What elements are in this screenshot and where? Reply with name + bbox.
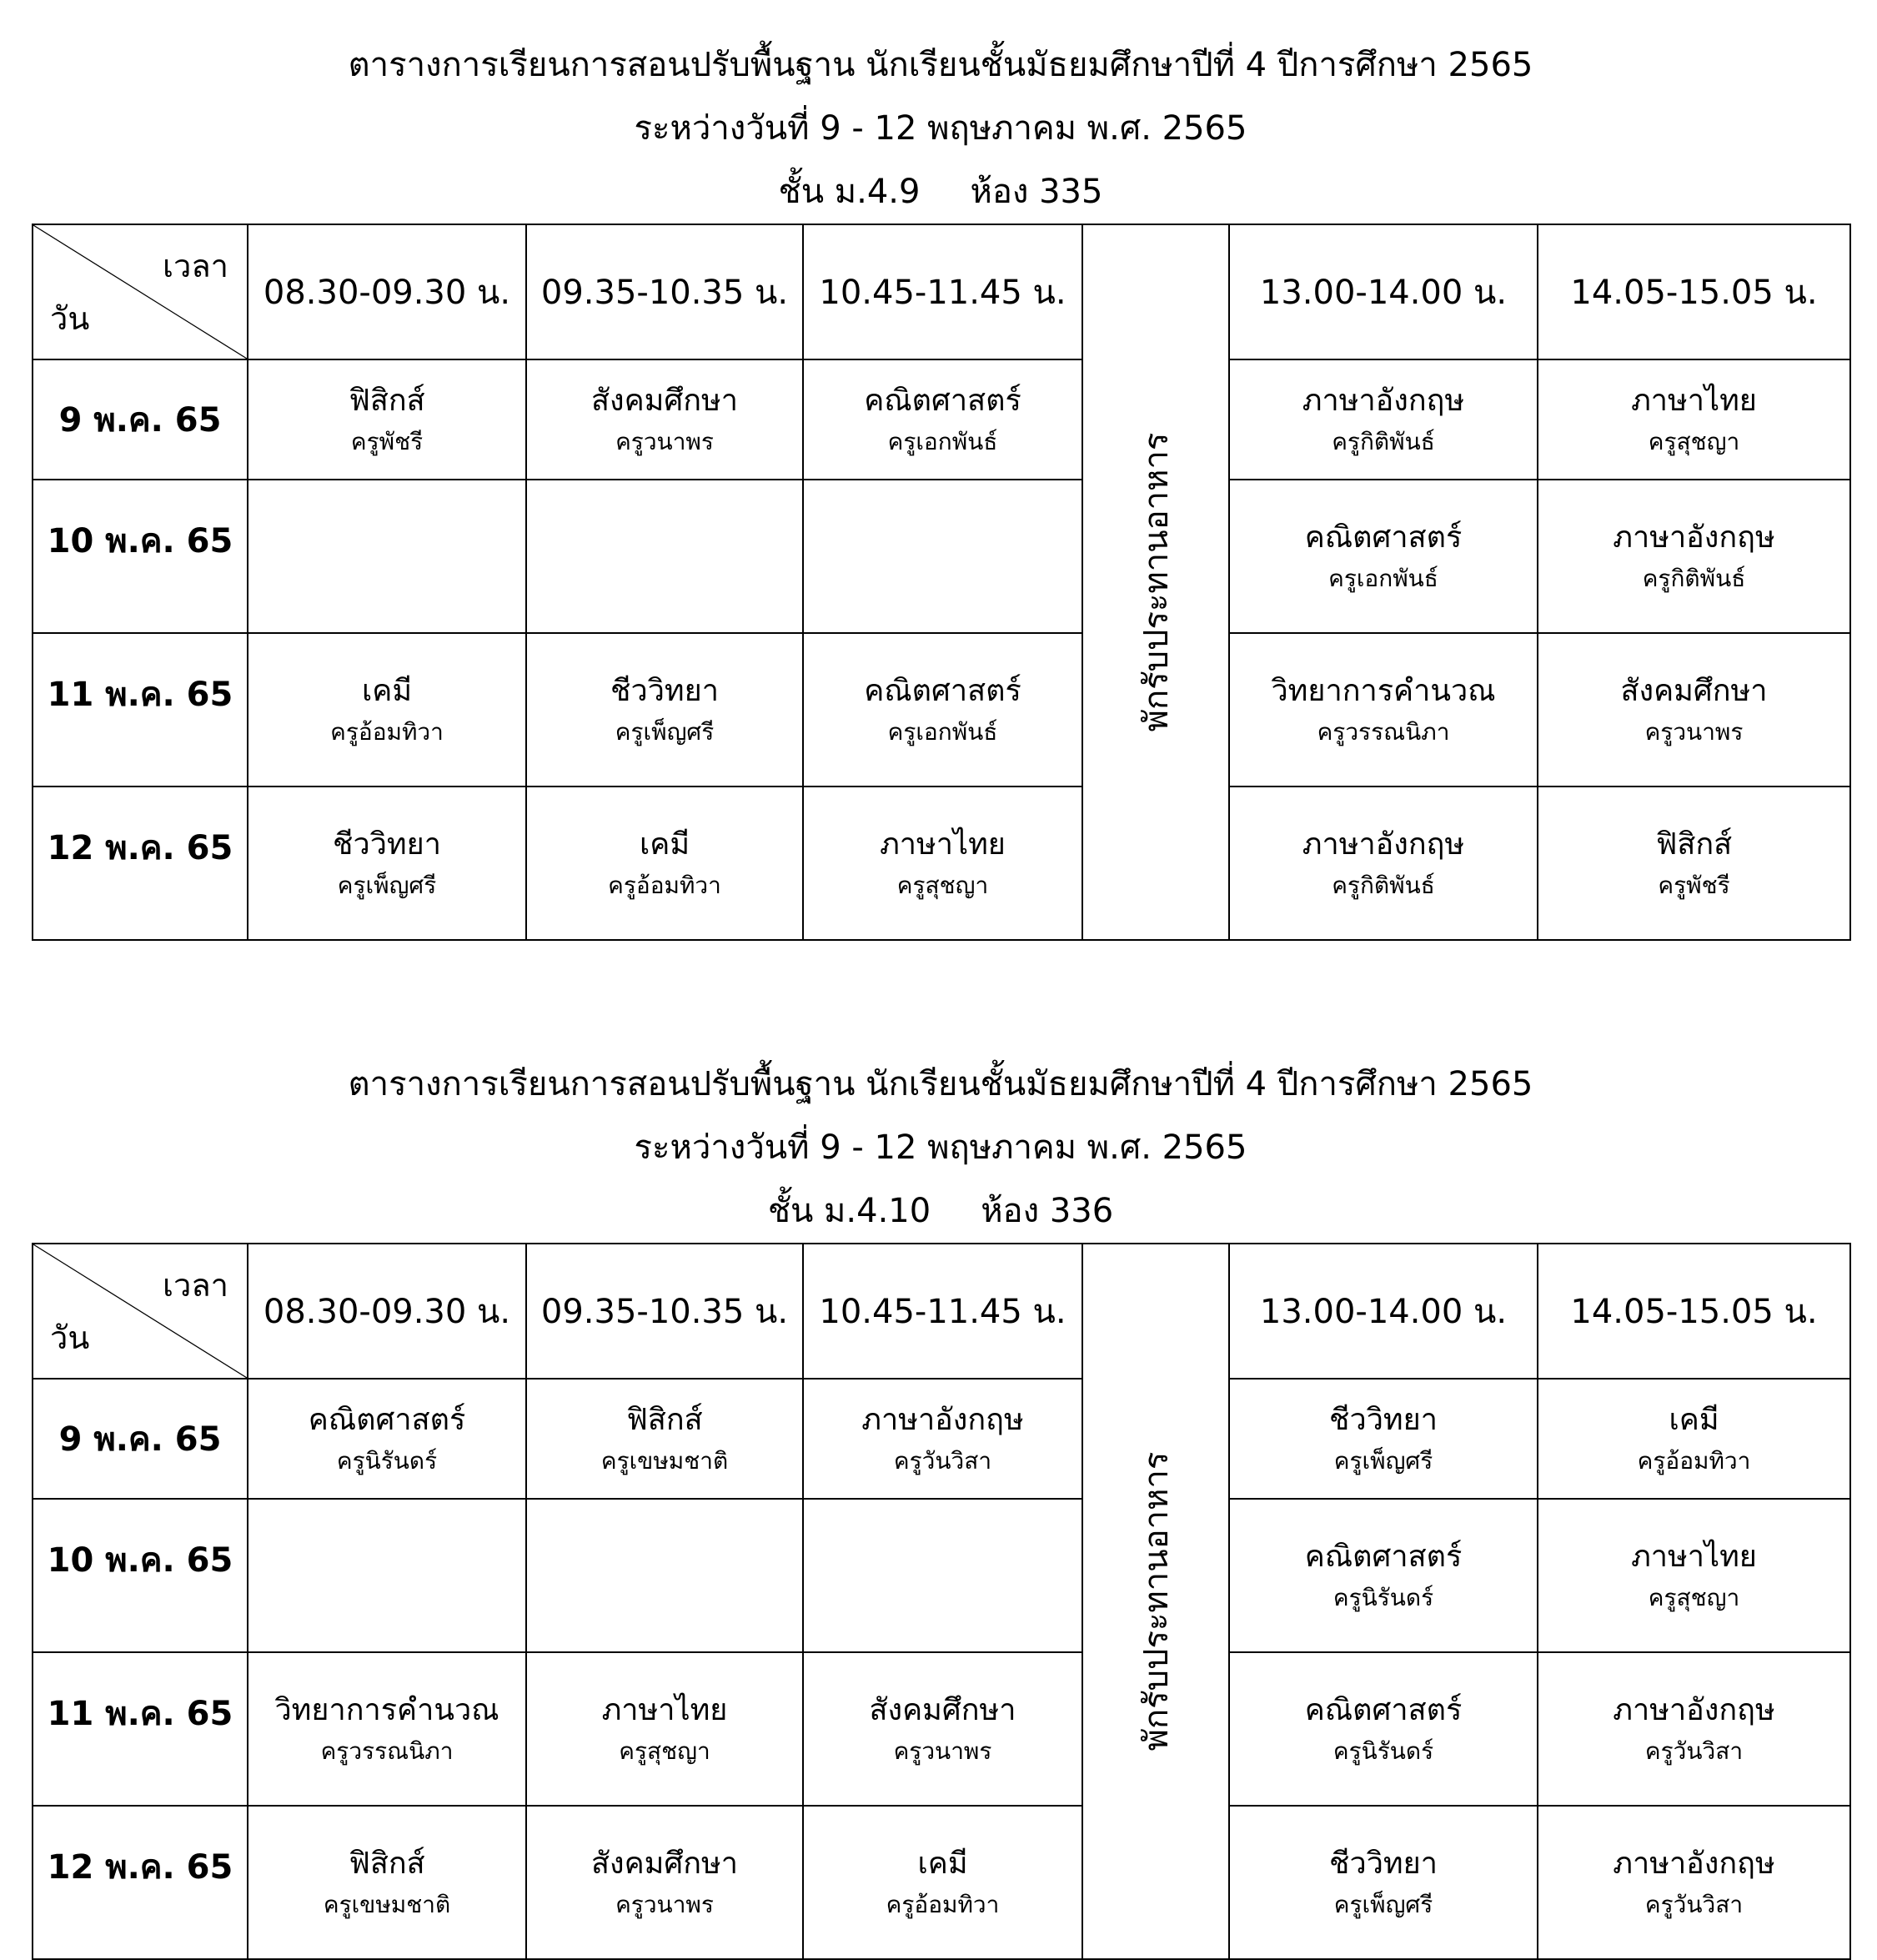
class-cell: [248, 787, 526, 940]
teacher: ครูเอกพันธ์: [887, 718, 998, 746]
class-cell: [1538, 787, 1850, 940]
class-cell: [803, 633, 1082, 787]
period-header: 08.30-09.30 น.: [248, 1244, 526, 1379]
teacher: ครูกิติพันธ์: [1332, 872, 1435, 899]
class-cell: [1538, 1379, 1850, 1499]
class-cell: [803, 1379, 1082, 1499]
day-row: [33, 359, 1850, 480]
day-label: วัน: [50, 1319, 90, 1356]
day-row: [33, 787, 1850, 940]
teacher: ครูสุชญา: [619, 1737, 710, 1765]
subject: ภาษาอังกฤษ: [1613, 520, 1775, 555]
class-cell: [526, 1499, 803, 1652]
subject: คณิตศาสตร์: [864, 384, 1021, 418]
subject: ภาษาอังกฤษ: [1613, 1847, 1775, 1881]
teacher: ครูวรรณนิภา: [1317, 718, 1450, 746]
subject: คณิตศาสตร์: [1304, 1540, 1463, 1574]
subject: สังคมศึกษา: [591, 384, 738, 418]
teacher: ครูนิรันดร์: [336, 1447, 438, 1475]
day-cell: 12 พ.ค. 65: [33, 1806, 248, 1959]
day-cell: 11 พ.ค. 65: [33, 633, 248, 787]
period-header: 08.30-09.30 น.: [248, 224, 526, 359]
teacher: ครูพัชรี: [350, 428, 424, 455]
lunch-column: [1082, 224, 1229, 940]
subject: ฟิสิกส์: [349, 1847, 425, 1881]
class-cell: [1538, 480, 1850, 633]
class-cell: [248, 1499, 526, 1652]
timetable: [32, 224, 1851, 941]
teacher: ครูนิรันดร์: [1332, 1737, 1434, 1765]
teacher: ครูวนาพร: [615, 428, 714, 455]
teacher: ครูวนาพร: [615, 1891, 714, 1918]
class-cell: [1538, 633, 1850, 787]
teacher: ครูสุชญา: [1648, 1584, 1740, 1611]
timetable: [32, 1243, 1851, 1960]
lunch-column: [1082, 1244, 1229, 1959]
class-cell: [526, 359, 803, 480]
class-cell: [803, 1806, 1082, 1959]
class-cell: [1229, 633, 1538, 787]
teacher: ครูสุชญา: [1648, 428, 1740, 455]
teacher: ครูกิติพันธ์: [1642, 565, 1746, 592]
subject: ภาษาอังกฤษ: [1302, 827, 1465, 862]
schedule-m4-10: [32, 1053, 1849, 1960]
teacher: ครูวรรณนิภา: [320, 1737, 454, 1765]
title-line-2: ระหว่างวันที่ 9 - 12 พฤษภาคม พ.ศ. 2565: [634, 1128, 1247, 1167]
class-cell: [1229, 359, 1538, 480]
subject: ฟิสิกส์: [1655, 827, 1733, 862]
teacher: ครูพัชรี: [1658, 872, 1730, 899]
teacher: ครูเพ็ญศรี: [1333, 1891, 1433, 1918]
title-line-1: ตารางการเรียนการสอนปรับพื้นฐาน นักเรียนชั้นมัธยมศึกษาปีที่ 4 ปีการศึกษา 2565: [348, 46, 1533, 84]
class-cell: [803, 359, 1082, 480]
day-row: [33, 633, 1850, 787]
schedule-m4-9: [32, 33, 1849, 941]
period-header: 13.00-14.00 น.: [1229, 1244, 1538, 1379]
class-cell: [248, 633, 526, 787]
title-line-1: ตารางการเรียนการสอนปรับพื้นฐาน นักเรียนชั้นมัธยมศึกษาปีที่ 4 ปีการศึกษา 2565: [348, 1065, 1533, 1103]
teacher: ครูอ้อมทิวา: [1637, 1447, 1751, 1475]
day-row: [33, 1499, 1850, 1652]
day-cell: 9 พ.ค. 65: [33, 1379, 248, 1499]
corner-cell: [33, 1244, 248, 1379]
subject: สังคมศึกษา: [591, 1847, 738, 1881]
class-cell: [1229, 480, 1538, 633]
teacher: ครูอ้อมทิวา: [608, 872, 721, 899]
teacher: ครูเอกพันธ์: [1328, 565, 1438, 592]
subject: ชีววิทยา: [1329, 1847, 1438, 1881]
teacher: ครูกิติพันธ์: [1332, 428, 1435, 455]
day-cell: 12 พ.ค. 65: [33, 787, 248, 940]
class-cell: [526, 1379, 803, 1499]
class-cell: [526, 633, 803, 787]
header-row: [33, 1244, 1850, 1379]
day-cell: 11 พ.ค. 65: [33, 1652, 248, 1806]
teacher: ครูวันวิสา: [1644, 1737, 1744, 1765]
class-cell: [1538, 359, 1850, 480]
time-label: เวลา: [163, 1267, 228, 1304]
subject: ภาษาไทย: [1631, 1540, 1757, 1574]
period-header: 14.05-15.05 น.: [1538, 224, 1850, 359]
subject: วิทยาการคำนวณ: [274, 1693, 499, 1727]
subject: ภาษาอังกฤษ: [1613, 1693, 1775, 1727]
class-label: ชั้น ม.4.9: [778, 173, 921, 211]
teacher: ครูวนาพร: [893, 1737, 992, 1765]
class-cell: [1229, 1806, 1538, 1959]
teacher: ครูวนาพร: [1644, 718, 1744, 746]
subject: เคมี: [361, 674, 413, 708]
day-cell: 10 พ.ค. 65: [33, 1499, 248, 1652]
subject: สังคมศึกษา: [1620, 674, 1768, 708]
time-label: เวลา: [163, 248, 228, 284]
day-row: [33, 1379, 1850, 1499]
day-cell: 10 พ.ค. 65: [33, 480, 248, 633]
class-room-line: [32, 1179, 1849, 1243]
subject: ภาษาอังกฤษ: [861, 1403, 1024, 1437]
class-cell: [1538, 1806, 1850, 1959]
teacher: ครูเอกพันธ์: [887, 428, 998, 455]
day-row: [33, 1806, 1850, 1959]
subject: ฟิสิกส์: [349, 384, 425, 418]
class-cell: [1538, 1499, 1850, 1652]
subject: คณิตศาสตร์: [1304, 520, 1463, 555]
subject: ชีววิทยา: [610, 674, 719, 708]
room-label: ห้อง 336: [981, 1192, 1114, 1230]
period-header: 13.00-14.00 น.: [1229, 224, 1538, 359]
teacher: ครูเพ็ญศรี: [1333, 1447, 1433, 1475]
teacher: ครูเขษมชาติ: [323, 1891, 451, 1918]
class-cell: [248, 359, 526, 480]
class-cell: [1229, 1499, 1538, 1652]
class-cell: [526, 787, 803, 940]
teacher: ครูเพ็ญศรี: [615, 718, 715, 746]
teacher: ครูสุชญา: [896, 872, 989, 899]
subject: ภาษาไทย: [1631, 384, 1757, 418]
subject: เคมี: [1669, 1403, 1719, 1437]
day-cell: 9 พ.ค. 65: [33, 359, 248, 480]
header-row: [33, 224, 1850, 359]
subject: วิทยาการคำนวณ: [1271, 674, 1496, 708]
class-cell: [1229, 1379, 1538, 1499]
day-row: [33, 480, 1850, 633]
room-label: ห้อง 335: [970, 173, 1103, 211]
subject: สังคมศึกษา: [869, 1693, 1016, 1727]
class-cell: [1229, 1652, 1538, 1806]
subject: ฟิสิกส์: [626, 1403, 703, 1437]
class-cell: [803, 1652, 1082, 1806]
subject: ชีววิทยา: [1329, 1403, 1438, 1437]
period-header: 09.35-10.35 น.: [526, 224, 803, 359]
class-room-line: [32, 160, 1849, 224]
class-cell: [803, 1499, 1082, 1652]
lunch-label: พักรับประทานอาหาร: [1137, 432, 1176, 732]
period-header: 09.35-10.35 น.: [526, 1244, 803, 1379]
period-header: 10.45-11.45 น.: [803, 1244, 1082, 1379]
class-cell: [526, 480, 803, 633]
period-header: 14.05-15.05 น.: [1538, 1244, 1850, 1379]
class-cell: [248, 1379, 526, 1499]
teacher: ครูอ้อมทิวา: [886, 1891, 1000, 1918]
subject: ภาษาไทย: [601, 1693, 728, 1727]
teacher: ครูวันวิสา: [893, 1447, 992, 1475]
subject: คณิตศาสตร์: [1304, 1693, 1463, 1727]
class-cell: [248, 480, 526, 633]
class-cell: [803, 480, 1082, 633]
lunch-label: พักรับประทานอาหาร: [1137, 1451, 1176, 1751]
class-cell: [248, 1652, 526, 1806]
teacher: ครูวันวิสา: [1644, 1891, 1744, 1918]
title-line-2: ระหว่างวันที่ 9 - 12 พฤษภาคม พ.ศ. 2565: [634, 109, 1247, 148]
class-cell: [248, 1806, 526, 1959]
subject: เคมี: [917, 1847, 968, 1881]
day-row: [33, 1652, 1850, 1806]
subject: ชีววิทยา: [333, 827, 441, 862]
period-header: 10.45-11.45 น.: [803, 224, 1082, 359]
corner-cell: [33, 224, 248, 359]
subject: เคมี: [639, 827, 690, 862]
teacher: ครูเขษมชาติ: [600, 1447, 729, 1475]
teacher: ครูเพ็ญศรี: [337, 872, 437, 899]
subject: ภาษาไทย: [880, 827, 1006, 862]
class-cell: [526, 1806, 803, 1959]
day-label: วัน: [50, 300, 90, 337]
teacher: ครูอ้อมทิวา: [330, 718, 444, 746]
subject: คณิตศาสตร์: [864, 674, 1021, 708]
subject: ภาษาอังกฤษ: [1302, 384, 1465, 418]
class-label: ชั้น ม.4.10: [767, 1192, 931, 1230]
teacher: ครูนิรันดร์: [1332, 1584, 1434, 1611]
class-cell: [803, 787, 1082, 940]
class-cell: [1538, 1652, 1850, 1806]
subject: คณิตศาสตร์: [308, 1403, 466, 1437]
class-cell: [526, 1652, 803, 1806]
class-cell: [1229, 787, 1538, 940]
